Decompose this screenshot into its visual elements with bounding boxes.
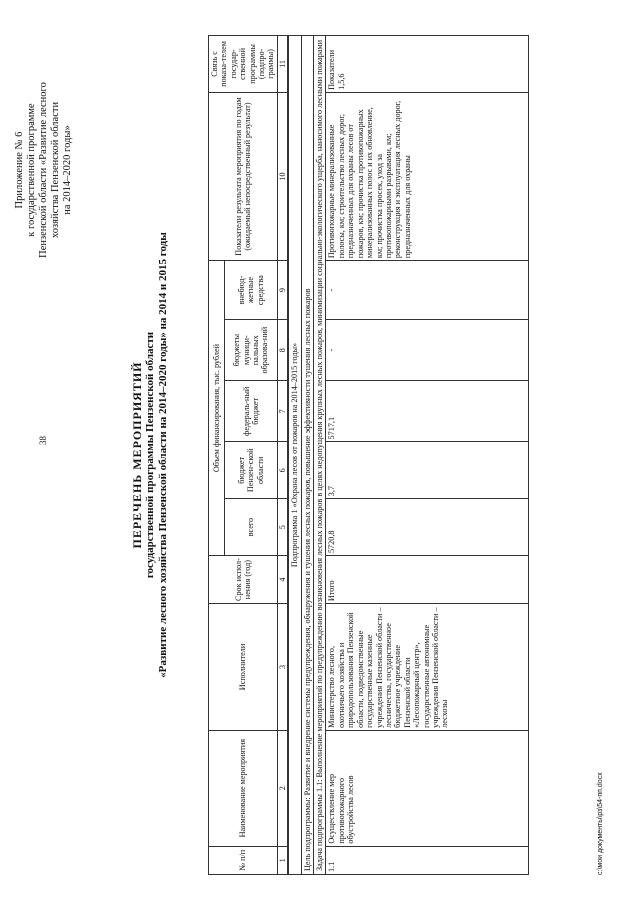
row-link: Показатели 1,5,6 — [326, 36, 529, 93]
appendix-note — [14, 65, 74, 275]
header-financing: Объем финансирования, тыс. рублей — [209, 261, 225, 556]
column-number: 7 — [277, 381, 288, 442]
table-row — [326, 36, 529, 875]
column-number: 6 — [277, 442, 288, 499]
row-results: Противопожарные минерализованные полосы, км; строительство лесных дорог, предназначенных для охраны лесов от пожаров, км; прочистка противопожарных минерализованных полос и их обновление, км; прочистка просек, уход за противопожарными разрывами, км; реконструкция и эксплуатация лесных дорог, предназначенных для охраны — [326, 92, 529, 260]
header-executors: Исполнители — [209, 604, 278, 731]
title-subheading: государственной программы Пензенской области — [144, 331, 156, 579]
appendix-line: Пензенской области «Развитие лесного — [38, 82, 49, 258]
row-term: Итого — [326, 556, 529, 604]
goal-row — [301, 36, 313, 875]
column-numbers-row — [277, 36, 288, 875]
column-number: 8 — [277, 320, 288, 381]
title-subheading-2: «Развитие лесного хозяйства Пензенской области на 2014–2020 годы» на 2014 и 2015 годы — [157, 232, 169, 678]
appendix-line: на 2014–2020 годы» — [62, 125, 73, 215]
subprogram-row — [288, 36, 301, 875]
landscape-sheet — [10, 25, 610, 885]
column-number: 10 — [277, 92, 288, 260]
row-name: Осуществление мер противопожарного обустройства лесов — [326, 730, 529, 846]
header-regional: бюджет Пензен-ской области — [225, 442, 278, 499]
header-extra: внебюд-жетные средства — [225, 261, 278, 320]
header-name: Наименование мероприятия — [209, 730, 278, 846]
row-federal: 5717,1 — [326, 381, 529, 442]
document-title — [130, 25, 170, 885]
subprogram-title: Подпрограмма 1 «Охрана лесов от пожаров на 2014–2015 годы» — [288, 36, 301, 875]
row-executors: Министерство лесного, охотничьего хозяйства и природопользования Пензенской области, подведомственные государственные казенные учреждения Пензенской области – лесничества, государственное бюджетное учреждение Пензенской области «Лесопожарный центр», государственные автономные учреждения Пензенской области – лесхозы — [326, 604, 529, 731]
header-term: Срок испол-нения (год) — [209, 556, 278, 604]
column-number: 5 — [277, 499, 288, 556]
header-link: Связь с показа-телем государ-ственной программы (подпро-граммы) — [209, 36, 278, 93]
page-number: 38 — [38, 436, 48, 445]
appendix-line: к государственной программе — [26, 103, 37, 237]
row-num: 1.1 — [326, 846, 529, 874]
header-municipal: бюджеты муници-пальных образова-ний — [225, 320, 278, 381]
column-number: 3 — [277, 604, 288, 731]
row-extra: - — [326, 261, 529, 320]
row-total: 5720,8 — [326, 499, 529, 556]
header-num: № п/п — [209, 846, 278, 874]
row-municipal: - — [326, 320, 529, 381]
column-number: 1 — [277, 846, 288, 874]
row-regional: 3,7 — [326, 442, 529, 499]
header-results: Показатели результата мероприятия по годам (ожидаемый непосредственный результат) — [209, 92, 278, 260]
header-total: всего — [225, 499, 278, 556]
appendix-line: Приложение № 6 — [14, 131, 25, 209]
column-number: 2 — [277, 730, 288, 846]
file-path-footer: c:\мои документы\рз\54-пп.docx — [597, 772, 604, 875]
appendix-line: хозяйства Пензенской области — [50, 101, 61, 239]
header-federal: федераль-ный бюджет — [225, 381, 278, 442]
subprogram-task: Задача подпрограммы 1.1: Выполнение мероприятий по предупреждению возникновения лесных пожаров в целях недопущения крупных лесных пожаров, минимизации социально-экологического ущерба, наносимого лесными пожарами — [314, 36, 326, 875]
column-number: 4 — [277, 556, 288, 604]
subprogram-goal: Цель подпрограммы: Развитие и внедрение системы предупреждения, обнаружения и тушения лесных пожаров, повышение эффективности тушения лесных пожаров — [301, 36, 313, 875]
column-number: 9 — [277, 261, 288, 320]
measures-table — [208, 35, 529, 875]
title-heading: ПЕРЕЧЕНЬ МЕРОПРИЯТИЙ — [130, 361, 144, 549]
column-number: 11 — [277, 36, 288, 93]
task-row — [314, 36, 326, 875]
